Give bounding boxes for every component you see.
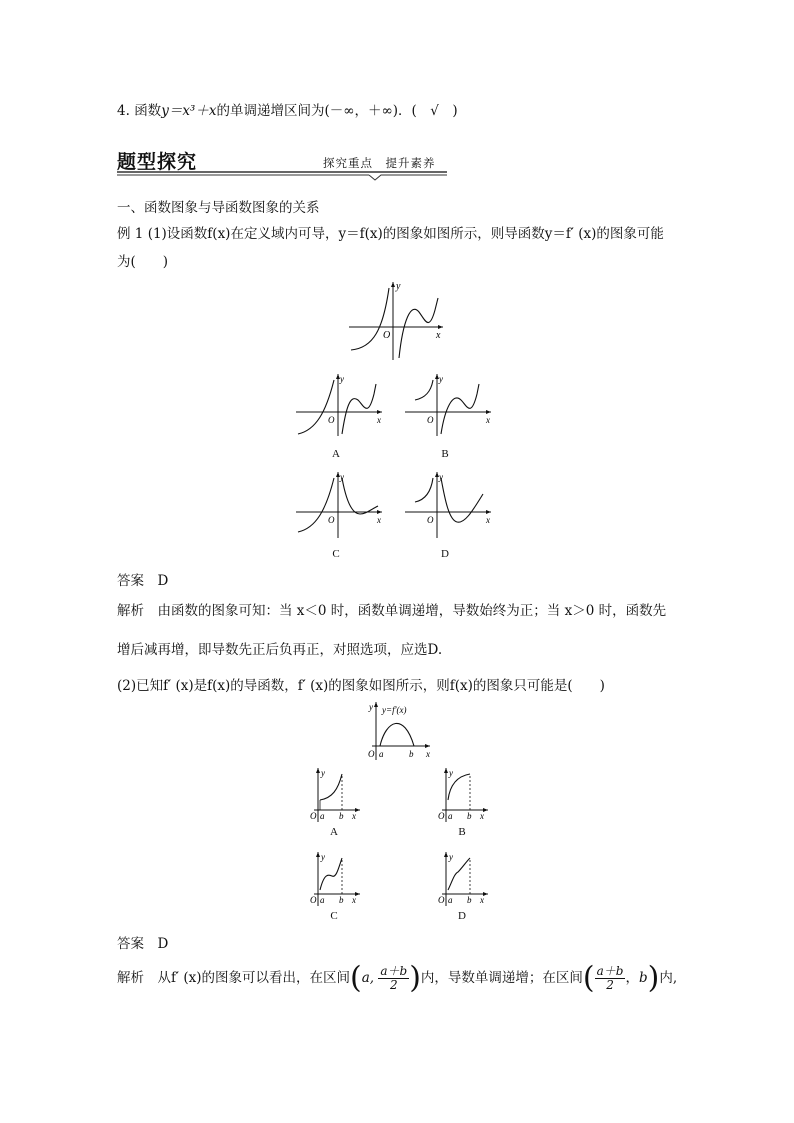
- answer-2: 答案 D: [117, 936, 169, 952]
- axis-y-label: y: [449, 768, 453, 778]
- fraction-midpoint: [595, 965, 626, 992]
- graph-f-prime: [364, 700, 436, 762]
- paren-right: ): [409, 960, 421, 996]
- axis-y-label: y: [340, 374, 344, 384]
- axis-x-label: x: [377, 515, 381, 525]
- origin-label: O: [383, 330, 391, 341]
- fraction-denominator: 2: [389, 978, 398, 992]
- origin-label: O: [427, 415, 434, 425]
- axis-x-label: x: [352, 811, 356, 821]
- interval-b: b: [638, 970, 648, 986]
- option-2a-label: A: [330, 826, 338, 838]
- origin-label: O: [438, 811, 445, 821]
- b-label: b: [409, 749, 414, 759]
- item-text: 的单调递增区间为(－∞，＋∞)．( √ ): [216, 103, 458, 119]
- option-c-graph: [294, 470, 386, 540]
- example-1-line-2: 为( ): [117, 254, 169, 270]
- a-label: a: [448, 811, 453, 821]
- paren-left: (: [582, 960, 595, 996]
- axis-y-label: y: [449, 852, 453, 862]
- axis-x-label: x: [352, 895, 356, 905]
- origin-label: O: [310, 811, 317, 821]
- section-divider: [117, 170, 447, 182]
- axis-x-label: x: [426, 749, 430, 759]
- analysis-1-line-2: 增后减再增，即导数先正后负再正，对照选项，应选D.: [117, 642, 443, 658]
- a-label: a: [448, 895, 453, 905]
- curve-label: y=f′(x): [382, 705, 407, 715]
- fraction-numerator: a＋b: [380, 964, 408, 978]
- analysis-text: 内，导数单调递增；在区间: [420, 970, 583, 986]
- a-label: a: [320, 895, 325, 905]
- option-b-label: B: [441, 448, 449, 460]
- axis-y-label: y: [396, 281, 401, 292]
- origin-label: O: [438, 895, 445, 905]
- analysis-text: 解析 从f′ (x)的图象可以看出，在区间: [117, 970, 350, 986]
- paren-left: (: [350, 960, 362, 996]
- axis-y-label: y: [321, 852, 325, 862]
- axis-x-label: x: [486, 415, 490, 425]
- topic-heading: 一、函数图象与导函数图象的关系: [117, 200, 320, 216]
- axis-x-label: x: [377, 415, 381, 425]
- b-label: b: [339, 895, 344, 905]
- fraction-denominator: 2: [606, 978, 614, 992]
- axis-x-label: x: [436, 330, 441, 341]
- example-1-line-1: [117, 225, 664, 243]
- item-expression: y＝x³＋x: [161, 103, 217, 119]
- analysis-1-line-1: 解析 由函数的图象可知：当 x＜0 时，函数单调递增，导数始终为正；当 x＞0 时，函数先: [117, 603, 667, 619]
- b-label: b: [467, 895, 472, 905]
- option-2a-graph: [308, 766, 362, 824]
- option-2d-graph: [436, 850, 490, 908]
- answer-1: 答案 D: [117, 573, 169, 589]
- origin-label: O: [310, 895, 317, 905]
- option-d-label: D: [441, 548, 449, 560]
- option-a-label: A: [332, 448, 340, 460]
- axis-y-label: y: [321, 768, 325, 778]
- option-2c-label: C: [330, 910, 338, 922]
- graph-f: [345, 280, 447, 364]
- option-c-label: C: [332, 548, 340, 560]
- analysis-2: 解析 从f′ (x)的图象可以看出，在区间(a, $\frac{a+b}{2}$ )内，导数单调递增；在区间( $\frac{a+b}{2}$ ，b)内,: [117, 960, 678, 996]
- fraction-midpoint: [378, 965, 409, 992]
- item-number: 4.: [117, 103, 130, 119]
- item-text: 函数: [134, 103, 162, 119]
- section-subtitle: 探究重点 提升素养: [323, 156, 436, 170]
- item-4: [117, 102, 458, 120]
- axis-x-label: x: [480, 811, 484, 821]
- axis-y-label: y: [369, 702, 373, 712]
- origin-label: O: [368, 749, 375, 759]
- fraction-numerator: a＋b: [596, 964, 624, 978]
- example-label: 例 1: [117, 226, 144, 242]
- question-part-2: (2)已知f′ (x)是f(x)的导函数，f′ (x)的图象如图所示，则f(x)的图象只可能是( ): [117, 678, 605, 694]
- option-2c-graph: [308, 850, 362, 908]
- axis-y-label: y: [439, 374, 443, 384]
- interval-a: a,: [361, 970, 375, 986]
- origin-label: O: [328, 415, 335, 425]
- b-label: b: [467, 811, 472, 821]
- option-2b-graph: [436, 766, 490, 824]
- paren-right: ): [647, 960, 660, 996]
- analysis-text: 内,: [659, 970, 678, 986]
- axis-y-label: y: [439, 472, 443, 482]
- b-label: b: [339, 811, 344, 821]
- option-2b-label: B: [458, 826, 466, 838]
- section-title: 题型探究: [117, 151, 198, 173]
- origin-label: O: [427, 515, 434, 525]
- a-label: a: [320, 811, 325, 821]
- option-b-graph: [403, 372, 495, 438]
- axis-x-label: x: [480, 895, 484, 905]
- a-label: a: [379, 749, 384, 759]
- origin-label: O: [328, 515, 335, 525]
- axis-y-label: y: [340, 472, 344, 482]
- option-a-graph: [294, 372, 386, 438]
- question-text: (1)设函数f(x)在定义域内可导，y＝f(x)的图象如图所示，则导函数y＝f′ (x)的图象可能: [147, 226, 664, 242]
- option-2d-label: D: [458, 910, 466, 922]
- option-d-graph: [403, 470, 495, 540]
- axis-x-label: x: [486, 515, 490, 525]
